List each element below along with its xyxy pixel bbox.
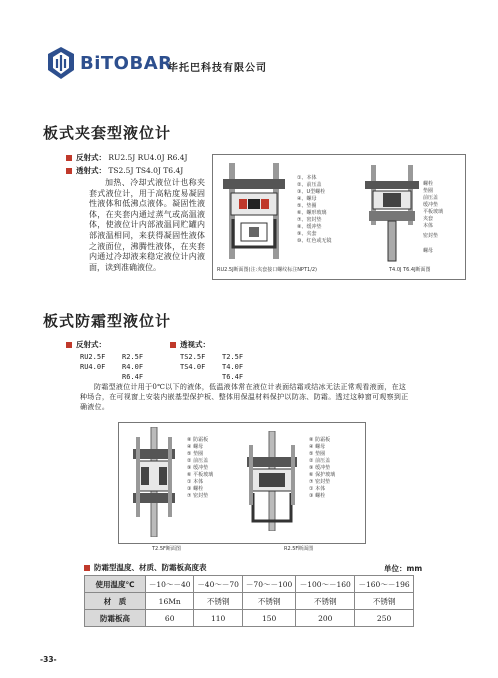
section1-diagram-panel — [212, 154, 466, 280]
frost-right-caption: R2.5F断面图 — [284, 546, 314, 552]
table-cell: －70～－100 — [242, 576, 296, 593]
section1-description: 加热、冷却式液位计也称夹套式液位计，用于高粘度易凝固性液体和低沸点液体。凝固性液体，在夹套内通过蒸气或高温液体，使液位计内部液温同贮罐内部液温相同，来获得凝固性液体之液面位，沸腾性液体，在夹套内通过冷却液来稳定液位计内液面，读到准确液位。 — [89, 178, 205, 272]
bitobar-logo-icon — [46, 46, 76, 80]
label-item: 夹套 — [423, 216, 434, 222]
header-logo — [46, 46, 346, 80]
label-item: ④ 螺母 — [187, 444, 204, 450]
part-item: ③、U型螺栓 — [297, 189, 326, 195]
bullet-icon — [84, 565, 90, 571]
section2-description: 防霜型液位计用于0℃以下的液体，低温液体常在液位计表面结霜或结冰无法正常观看液面，在这种场合，在可视窗上安装内嵌基型保护板、整体用保温材料保护以防冻、防霜。透过这种窗可观察到正确液位。 — [80, 383, 409, 411]
reflective-label: 反射式： — [76, 153, 106, 162]
part-item: ⑩、红色或无镜 — [297, 238, 332, 244]
section1-transparent — [66, 165, 183, 176]
label-item: 平板玻璃 — [423, 209, 444, 215]
table-cell: 60 — [146, 610, 194, 627]
label-item: 缓冲垫 — [423, 202, 439, 208]
label-item: ⑦ 密封垫 — [187, 493, 209, 499]
table-cell: 250 — [355, 610, 414, 627]
table-cell: －100～－160 — [296, 576, 355, 593]
reflective-models: RU2.5J RU4.0J R6.4J — [108, 153, 188, 162]
table-row — [85, 576, 414, 593]
model: TS2.5F — [180, 353, 206, 361]
model: R6.4F — [122, 373, 144, 381]
label-item: ① 本体 — [309, 486, 326, 492]
table-unit: 单位：mm — [384, 564, 423, 573]
model: T6.4F — [222, 373, 244, 381]
section2-title: 板式防霜型液位计 — [43, 312, 172, 330]
reflective-models-col2 — [122, 352, 143, 382]
label-item: ⑥ 平板玻璃 — [187, 472, 214, 478]
label-item: ③ 螺栓 — [187, 486, 204, 492]
bullet-icon — [66, 342, 72, 348]
model: RU4.0F — [80, 363, 106, 371]
label-item: 螺母 — [423, 248, 434, 254]
row-label: 材 质 — [85, 593, 146, 610]
right-diagram-labels — [309, 437, 363, 500]
label-item: ① 本体 — [187, 479, 204, 485]
company-name: 毕托巴科技有限公司 — [168, 63, 267, 74]
transparent-label: 透视式： — [180, 340, 210, 349]
section2-transparent — [170, 339, 210, 350]
table-cell: 不锈钢 — [296, 593, 355, 610]
part-item: ⑨、夹套 — [297, 231, 317, 237]
model: R2.5F — [122, 353, 144, 361]
jacket-cross-section-left — [219, 161, 289, 261]
bullet-icon — [170, 342, 176, 348]
table-cell: 200 — [296, 610, 355, 627]
label-item: ⑤ 垫圈 — [187, 451, 204, 457]
part-item: ④、螺母 — [297, 196, 317, 202]
frost-t25f-cross-section — [127, 427, 181, 537]
label-item: 前压盖 — [423, 195, 439, 201]
table-title — [84, 562, 207, 573]
label-item: ③ 螺栓 — [309, 493, 326, 499]
table-cell: 150 — [242, 610, 296, 627]
table-cell: 不锈钢 — [242, 593, 296, 610]
part-item: ⑤、垫圈 — [297, 203, 317, 209]
diagram-right-caption: T4.0J T6.4J断面图 — [389, 267, 431, 273]
label-item: ⑨ 缓冲垫 — [309, 465, 331, 471]
table-row — [85, 610, 414, 627]
part-item: ⑥、螺形玻璃 — [297, 210, 327, 216]
label-item: ⑦ 密封垫 — [309, 479, 331, 485]
model: TS4.0F — [180, 363, 206, 371]
model: T2.5F — [222, 353, 244, 361]
model: R4.0F — [122, 363, 144, 371]
label-item: 螺栓 — [423, 181, 434, 187]
table-cell: 16Mn — [146, 593, 194, 610]
table-cell: 不锈钢 — [355, 593, 414, 610]
frost-left-caption: T2.5F断面图 — [152, 546, 181, 552]
part-item: ①、本体 — [297, 175, 317, 181]
table-cell: －160～－196 — [355, 576, 414, 593]
label-item: 密封垫 — [423, 233, 439, 239]
section2-reflective — [66, 339, 106, 350]
label-item: ⑨ 缓冲垫 — [187, 465, 209, 471]
label-item: 本体 — [423, 223, 434, 229]
label-item: ② 前压盖 — [309, 458, 331, 464]
label-item: ⑥ 保护玻璃 — [309, 472, 336, 478]
reflective-models-col1 — [80, 352, 105, 372]
label-item: ⑧ 防霜板 — [187, 437, 209, 443]
frost-r25f-cross-section — [237, 431, 307, 531]
transparent-models-col2 — [222, 352, 243, 382]
label-item: 垫圈 — [423, 188, 434, 194]
jacket-cross-section-right — [361, 163, 423, 263]
part-item: ②、前压盖 — [297, 182, 322, 188]
section1-reflective — [66, 152, 188, 163]
table-cell: 110 — [194, 610, 242, 627]
label-item: ⑧ 防霜板 — [309, 437, 331, 443]
model: RU2.5F — [80, 353, 106, 361]
label-item: ⑤ 垫圈 — [309, 451, 326, 457]
row-label: 使用温度℃ — [85, 576, 146, 593]
reflective-label: 反射式： — [76, 340, 106, 349]
section1-title: 板式夹套型液位计 — [43, 124, 172, 142]
right-labels — [423, 181, 463, 255]
table-row — [85, 593, 414, 610]
section2-diagram-panel — [118, 422, 366, 544]
table-cell: －10～－40 — [146, 576, 194, 593]
label-item: ④ 螺母 — [309, 444, 326, 450]
label-item: ② 前压盖 — [187, 458, 209, 464]
table-cell: 不锈钢 — [194, 593, 242, 610]
logo-text: BiTOBAR — [80, 53, 173, 74]
parts-list — [297, 175, 367, 245]
page-number: -33- — [40, 655, 57, 664]
transparent-models: TS2.5J TS4.0J T6.4J — [108, 166, 184, 175]
table-cell: －40～－70 — [194, 576, 242, 593]
row-label: 防霜板高 — [85, 610, 146, 627]
transparent-models-col1 — [180, 352, 205, 372]
frost-table — [84, 575, 414, 627]
model: T4.0F — [222, 363, 244, 371]
table-title-text: 防霜型温度、材质、防霜板高度表 — [94, 563, 207, 572]
bullet-icon — [66, 168, 72, 174]
diagram-left-caption: RU2.5J断面图(注:夹套接口螺纹标注NPT1/2) — [217, 267, 318, 273]
transparent-label: 透射式： — [76, 166, 106, 175]
part-item: ⑧、缓冲垫 — [297, 224, 322, 230]
left-diagram-labels — [187, 437, 237, 500]
bullet-icon — [66, 155, 72, 161]
part-item: ⑦、密封垫 — [297, 217, 322, 223]
